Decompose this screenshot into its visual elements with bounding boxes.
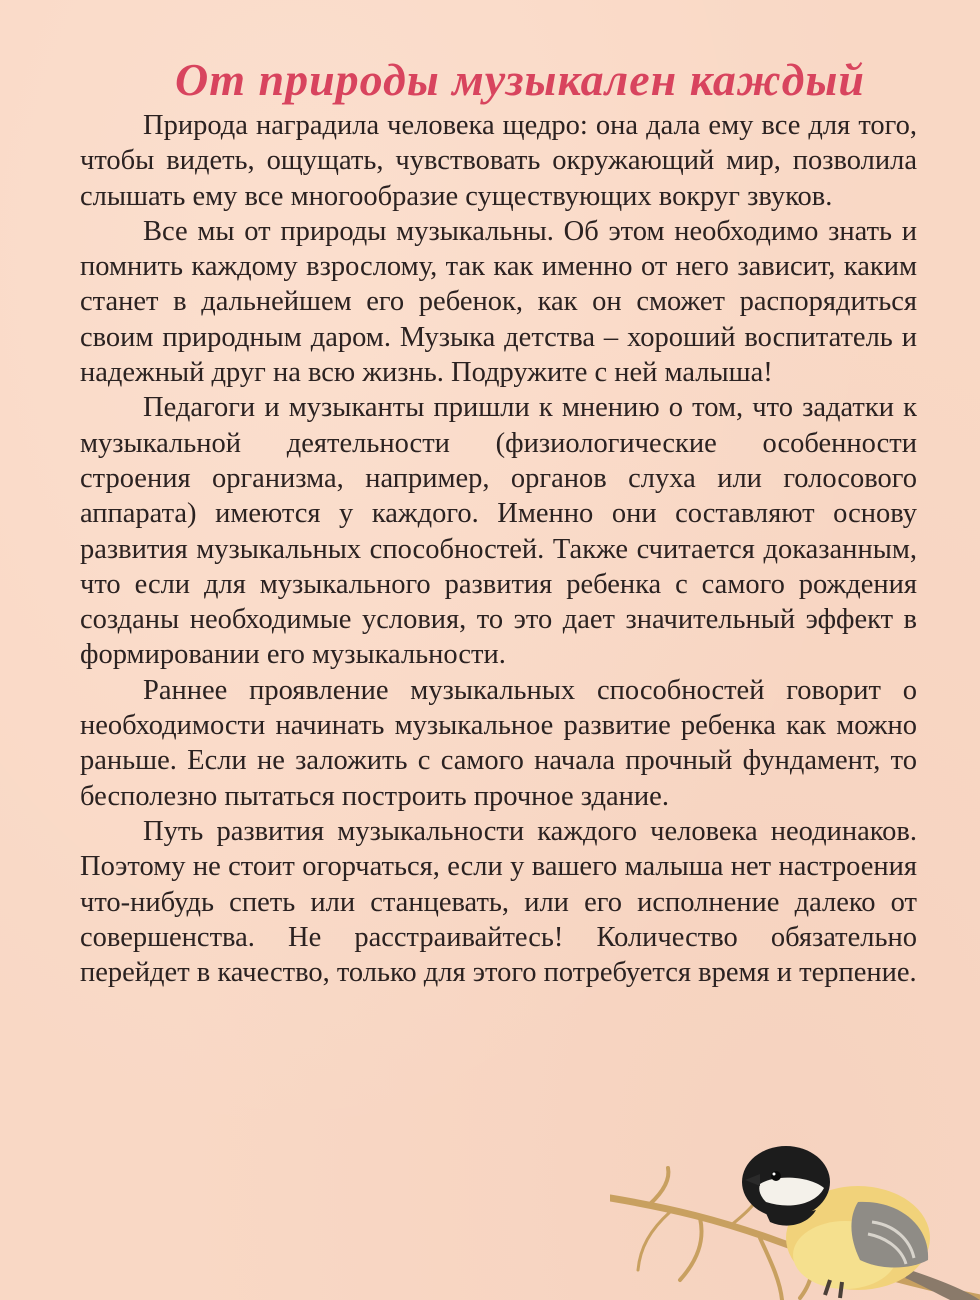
chickadee-bird-illustration (610, 1130, 980, 1300)
page-title: От природы музыкален каждый (174, 54, 865, 105)
paragraph-3: Педагоги и музыканты пришли к мнению о том, что задатки к музыкальной деятельности (физиологические особенности строения организма, например, органов слуха или голосового аппарата) имеются у каждого. Именно они составляют основу развития музыкальных способностей. Также считается доказанным, что если для музыкального развития ребенка с самого рождения созданы необходимые условия, то это дает значительный эффект в формировании его музыкальности. (80, 392, 917, 671)
paragraph-2: Все мы от природы музыкальны. Об этом необходимо знать и помнить каждому взрослому, так как именно от него зависит, каким станет в дальнейшем его ребенок, как он сможет распорядиться своим природным даром. Музыка детства – хороший воспитатель и надежный друг на всю жизнь. Подружите с ней малыша! (80, 215, 917, 389)
article-body (80, 108, 917, 990)
paragraph-4: Раннее проявление музыкальных способностей говорит о необходимости начинать музыкальное развитие ребенка как можно раньше. Если не заложить с самого начала прочный фундамент, то бесполезно пытаться построить прочное здание. (80, 674, 917, 812)
paragraph-1: Природа наградила человека щедро: она дала ему все для того, чтобы видеть, ощущать, чувствовать окружающий мир, позволила слышать ему все многообразие существующих вокруг звуков. (80, 110, 917, 212)
paragraph-5: Путь развития музыкальности каждого человека неодинаков. Поэтому не стоит огорчаться, если у вашего малыша нет настроения что-нибудь спеть или станцевать, или его исполнение далеко от совершенства. Не расстраивайтесь! Количество обязательно перейдет в качество, только для этого потребуется время и терпение. (80, 815, 917, 989)
